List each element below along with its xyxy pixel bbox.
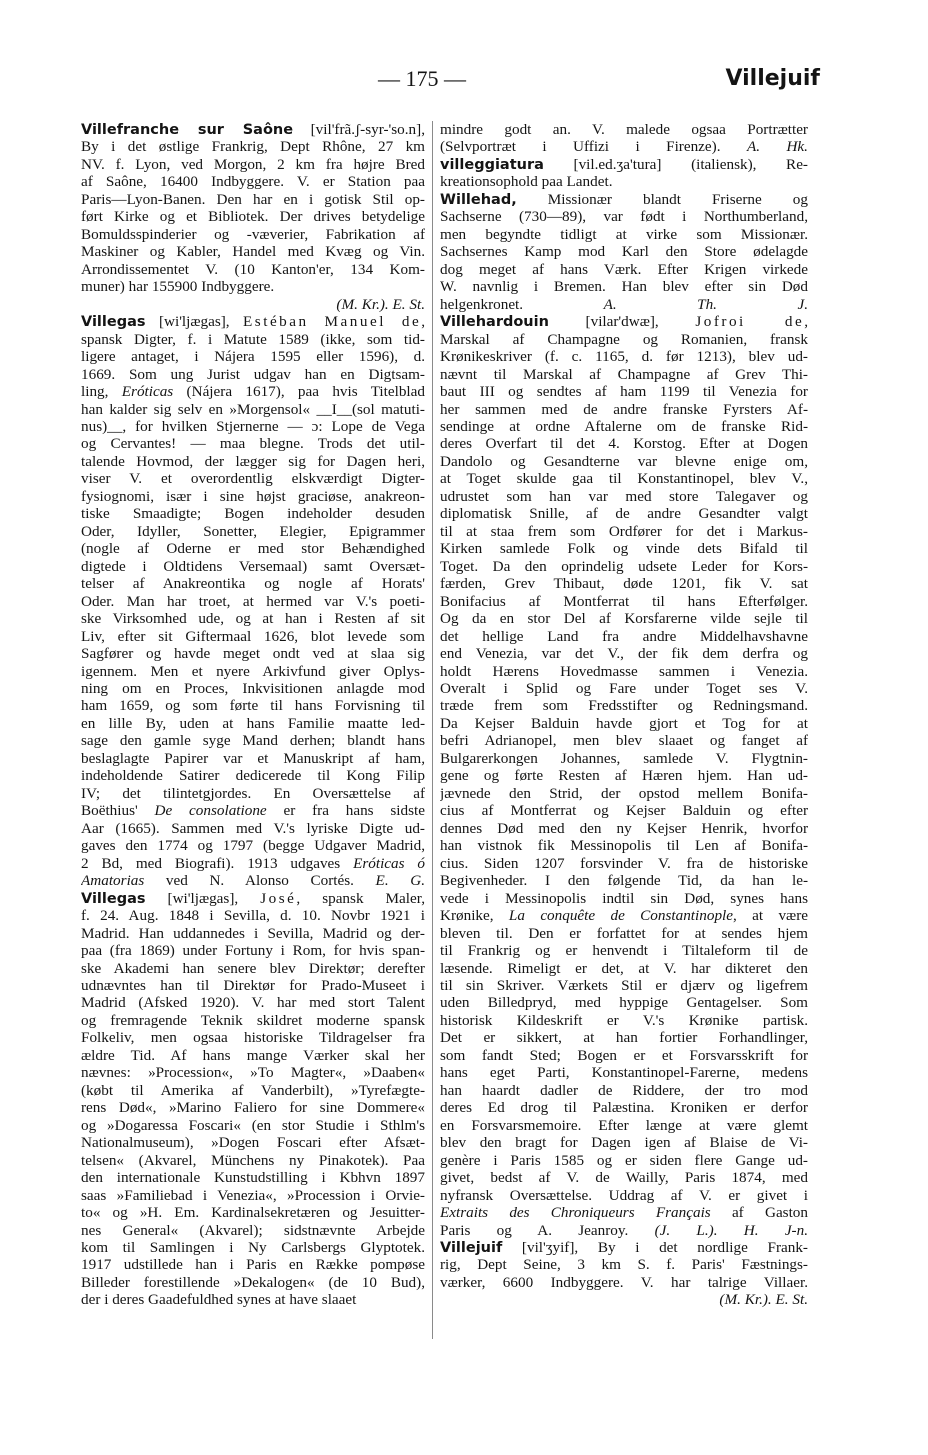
text-line: By i det østlige Frankrig, Dept Rhône, 27 km bbox=[81, 138, 425, 156]
text-line: end Venezia, var det V., der fik dem derfra og bbox=[440, 645, 808, 663]
entry-headword: villeggiatura bbox=[440, 156, 544, 173]
text-line: til sin Skriver. Værkets Stil er djærv og ligefrem bbox=[440, 976, 808, 994]
column-divider bbox=[432, 121, 433, 1339]
italic-text: (J. L.). H. J-n. bbox=[654, 1221, 808, 1239]
text-line: Sagfører og havde meget ondt ved at slaa sig bbox=[81, 645, 425, 663]
text-line: telsen« (Akvarel, Münchens ny Pinakotek). Paa bbox=[81, 1151, 425, 1169]
entry-headword: Villehardouin bbox=[440, 314, 549, 331]
text-line: Toget. Da den oprindelig udsete Leder for Kors- bbox=[440, 557, 808, 575]
entry-headword: Villegas bbox=[81, 314, 146, 331]
text-line: det hellige Land fra andre Middelhavshavne bbox=[440, 627, 808, 645]
text-line: den internationale Kunstudstilling i Kbhvn 1897 bbox=[81, 1169, 425, 1187]
text-line: Da Kejser Balduin havde gjort et Tog for at bbox=[440, 714, 808, 732]
text-line: telser af Anakreontika og nogle af Horats' bbox=[81, 575, 425, 593]
page-header bbox=[60, 66, 820, 106]
entry-headword: Villejuif bbox=[440, 1240, 503, 1256]
text-line: Sachsernes Kamp mod Karl den Store ødelagde bbox=[440, 243, 808, 261]
text-line: muner) har 155900 Indbyggere. bbox=[81, 278, 275, 296]
text-line: han vistnok fik Messinopolis til Len af Bonifa- bbox=[440, 837, 808, 855]
italic-text: E. G. bbox=[375, 872, 425, 890]
text-line: Bomuldsspinderier og -væverier, Fabrikation af bbox=[81, 225, 425, 243]
text-line: Paris og A. Jeanroy. (J. L.). H. J-n. bbox=[440, 1221, 808, 1239]
italic-text: Eróticas ó bbox=[353, 854, 425, 872]
spaced-name: Estéban Manuel de bbox=[243, 313, 422, 331]
italic-text: Eróticas bbox=[121, 383, 174, 401]
text-line: IV; det tilintetgjordes. En Oversættelse af bbox=[81, 784, 425, 802]
text-line: Bonifacius af Montferrat til hans Efterfølger. bbox=[440, 592, 808, 610]
text-line: blev den bragt for Dagen igen af Blaise de Vi- bbox=[440, 1134, 808, 1152]
right-column bbox=[440, 121, 808, 1309]
text-line: til at staa frem som Ordfører for det i Markus- bbox=[440, 522, 808, 540]
entry-headword: Villefranche sur Saône bbox=[81, 122, 294, 138]
italic-text: (M. Kr.). E. St. bbox=[336, 295, 425, 313]
text-line: færden, Grev Thibaut, døde 1201, fik V. sat bbox=[440, 575, 808, 593]
text-line: men begyndte tidligt at virke som Missionær. bbox=[440, 225, 808, 243]
text-line: Krønike, La conquête de Constantinople, at være bbox=[440, 907, 808, 925]
text-line: indeholdende Satirer dedicerede til Kong Filip bbox=[81, 767, 425, 785]
text-line: Extraits des Chroniqueurs Français af Gaston bbox=[440, 1204, 808, 1222]
text-line: bleven til. Den er forfattet for at sendes hjem bbox=[440, 924, 808, 942]
text-line: træde frem som Fredsstifter og Redningsmand. bbox=[440, 697, 808, 715]
text-line: og Cervantes! — maa blegne. Trods det util- bbox=[81, 435, 425, 453]
text-line: og »Dogaressa Foscari« (en stor Studie i Sthlm's bbox=[81, 1116, 425, 1134]
text-line: gaves den 1774 og 1797 (begge Udgaver Madrid, bbox=[81, 837, 425, 855]
text-line: tiske Smaadigte; Bogen indeholder desuden bbox=[81, 505, 425, 523]
text-line: og fremragende Teknik skildret moderne spansk bbox=[81, 1011, 425, 1029]
text-line: Maskiner og Kabler, Handel med Kvæg og Vin. bbox=[81, 243, 425, 261]
italic-text: A. Th. J. bbox=[603, 295, 808, 313]
text-line: kom til Samlingen i Ny Carlsbergs Glyptotek. bbox=[81, 1239, 425, 1256]
text-line: han kalder sig selv en »Morgensol« __I__(sol matuti- bbox=[81, 400, 425, 418]
text-line: nus)__, for hvilken Stjernerne — ɔ: Lope de Vega bbox=[81, 417, 425, 435]
text-line: befri Adrianopel, men blev slaaet og fanget af bbox=[440, 732, 808, 750]
text-line: 1917 udstillede han i Paris en Række pompøse bbox=[81, 1256, 425, 1274]
text-line: givet, bedst af V. de Wailly, Paris 1874, med bbox=[440, 1169, 808, 1187]
text-line: Krønikeskriver (f. c. 1165, d. før 1213), blev ud- bbox=[440, 348, 808, 366]
page-number: — 175 — bbox=[378, 66, 466, 91]
text-line: Villefranche sur Saône [vil'frã.ʃ-syr-'so.n], bbox=[81, 121, 425, 138]
text-line: talende Hovmod, der lægger sig for Dagen heri, bbox=[81, 452, 425, 470]
text-line: baut III og sendtes af ham 1199 til Venezia for bbox=[440, 383, 808, 401]
text-line: rens Død«, »Marino Faliero for sine Dommere« bbox=[81, 1099, 425, 1117]
text-line: viser V. et overordentlig elskværdigt Digter- bbox=[81, 470, 425, 488]
text-line: kreationsophold paa Landet. bbox=[440, 173, 613, 191]
text-line: Arrondissementet V. (10 Kanton'er, 134 Kom- bbox=[81, 260, 425, 278]
text-line: nævnt til Marskal af Champagne af Grev Thi- bbox=[440, 365, 808, 383]
text-line: NV. f. Lyon, ved Morgon, 2 km fra højre Bred bbox=[81, 155, 425, 173]
text-line: (nogle af Oderne er med stor Behændighed bbox=[81, 540, 425, 558]
text-line: ning om en Proces, Inkvisitionen anlagde mod bbox=[81, 680, 425, 697]
text-line: Oder. Man har troet, at hermed var V.'s poeti- bbox=[81, 592, 425, 610]
text-line: deres Overfart til det 4. Korstog. Efter at Dogen bbox=[440, 435, 808, 453]
text-line: Bulgarerkongen Johannes, samlede V. Flygtnin- bbox=[440, 749, 808, 767]
text-line: der i deres Gaadefuldhed synes at have slaaet bbox=[81, 1291, 357, 1309]
text-line: nes General« (Akvarel); sidstnævnte Arbejde bbox=[81, 1221, 425, 1239]
text-line: sendinge at ordne Aftalerne om de franske Rid- bbox=[440, 417, 808, 435]
text-line: som fandt Sted; Bogen er et Forsvarsskrift for bbox=[440, 1046, 808, 1064]
text-line: digtede i Oldtidens Versemaal) samt Oversæt- bbox=[81, 557, 425, 575]
text-line: Kirken samlede Folk og vinde dets Bifald til bbox=[440, 540, 808, 558]
text-line: Overalt i Splid og Fare under Toget ses V. bbox=[440, 680, 808, 697]
italic-text: (M. Kr.). E. St. bbox=[719, 1291, 808, 1309]
text-line: holdt Hærens Hovedmasse sammen i Venezia. bbox=[440, 662, 808, 680]
text-line: Villejuif [vil'ʒyif], By i det nordlige Frank- bbox=[440, 1239, 808, 1256]
text-line: ligere antaget, i Nájera 1595 eller 1596), d. bbox=[81, 348, 425, 366]
text-line: mindre godt an. V. malede ogsaa Portrætter bbox=[440, 121, 808, 138]
text-line: cius. Siden 1207 forsvinder V. fra de historiske bbox=[440, 854, 808, 872]
text-line: Marskal af Champagne og Romanien, fransk bbox=[440, 330, 808, 348]
italic-text: Amatorias bbox=[81, 872, 145, 890]
text-line: ske Akademi han senere blev Direktør; derefter bbox=[81, 959, 425, 977]
italic-text: Extraits des Chroniqueurs Français bbox=[440, 1204, 711, 1222]
text-line: spansk Digter, f. i Matute 1589 (ikke, som tid- bbox=[81, 330, 425, 348]
text-line: Billeder forestillende »Dekalogen« (de 10 Bud), bbox=[81, 1273, 425, 1291]
text-line: Paris—Lyon-Banen. Den har en i gotisk Stil op- bbox=[81, 190, 425, 208]
text-line: Villegas [wi'ljægas], Estéban Manuel de, bbox=[81, 313, 425, 331]
text-line: diplomatisk Snille, af de andre Gesandter valgt bbox=[440, 505, 808, 523]
text-line bbox=[440, 1291, 808, 1308]
text-line: (købt til Amerika af Vanderbilt), »Tyrefægte- bbox=[81, 1081, 425, 1099]
text-line: 1669. Som ung Jurist udgav han en Digtsam- bbox=[81, 365, 425, 383]
italic-text: La conquête de Constantinople bbox=[508, 907, 733, 925]
text-line: 2 Bd, med Biografi). 1913 udgaves Eróticas ó bbox=[81, 854, 425, 872]
text-line: læsende. Rimeligt er det, at V. har dikteret den bbox=[440, 959, 808, 977]
text-line: (Selvportræt i Uffizi i Firenze). A. Hk. bbox=[440, 138, 808, 156]
text-line: nævnes: »Procession«, »To Magter«, »Daaben« bbox=[81, 1064, 425, 1082]
text-line: Villehardouin [vilar'dwæ], Jofroi de, bbox=[440, 313, 808, 331]
text-line: hans eget Parti, Konstantinopel-Farerne, medens bbox=[440, 1064, 808, 1082]
spaced-name: José bbox=[260, 889, 297, 907]
text-line: Boëthius' De consolatione er fra hans sidste bbox=[81, 802, 425, 820]
text-line: Dandolo og Gesandterne var blevne enige om, bbox=[440, 452, 808, 470]
text-line: ske Virksomhed ude, og at han i Resten af sit bbox=[81, 610, 425, 628]
text-line: igennem. Men et nyere Arkivfund giver Oplys- bbox=[81, 662, 425, 680]
text-line: ført Kirke og et Bibliotek. Der drives betydelige bbox=[81, 208, 425, 226]
text-line: Begivenheder. I den følgende Tid, da han le- bbox=[440, 872, 808, 890]
italic-text: De consolatione bbox=[154, 802, 267, 820]
text-line: ham 1659, og som førte til hans Forvisning til bbox=[81, 697, 425, 715]
text-line: Willehad, Missionær blandt Friserne og bbox=[440, 190, 808, 208]
text-line: fysiognomi, især i sine højst graciøse, anakreon- bbox=[81, 487, 425, 505]
text-line: beslaglagte Papirer var et Manuskript af ham, bbox=[81, 749, 425, 767]
text-line: Liv, efter sit Giftermaal 1626, blot levede som bbox=[81, 627, 425, 645]
text-line: Madrid (Afsked 1920). V. har med stort Talent bbox=[81, 994, 425, 1012]
text-line: to« og »H. Em. Kardinalsekretæren og Jesuitter- bbox=[81, 1204, 425, 1222]
text-line: Amatorias ved N. Alonso Cortés. E. G. bbox=[81, 872, 425, 890]
text-line: deres Ed drog til Palæstina. Kroniken er derfor bbox=[440, 1099, 808, 1117]
text-line: at Toget skulde gaa til Konstantinopel, blev V., bbox=[440, 470, 808, 488]
text-line: Det er sikkert, at han fortier Forhandlinger, bbox=[440, 1029, 808, 1047]
text-line: en Forsvarsmemoire. Efter længe at være glemt bbox=[440, 1116, 808, 1134]
text-line: gene og førte Resten af Hæren hjem. Han ud- bbox=[440, 767, 808, 785]
text-line: ældre Tid. Af hans mange Værker skal her bbox=[81, 1046, 425, 1064]
text-line: vede i Messinopolis indtil sin Død, synes hans bbox=[440, 889, 808, 907]
text-line: helgenkronet. A. Th. J. bbox=[440, 295, 808, 313]
text-line: genère i Paris 1585 og er siden flere Gange ud- bbox=[440, 1151, 808, 1169]
text-line: cius af Montferrat og Kejser Balduin og efter bbox=[440, 802, 808, 820]
text-line: udnævntes han til Direktør for Prado-Museet i bbox=[81, 976, 425, 994]
text-line: Sachserne (730—89), var født i Northumberland, bbox=[440, 208, 808, 226]
text-line: uden Billedpryd, med hyppige Gentagelser. Som bbox=[440, 994, 808, 1012]
text-line: til Frankrig og er henvendt i Tiltaleform til de bbox=[440, 942, 808, 960]
text-line: en lille By, uden at hans Familie maatte led- bbox=[81, 714, 425, 732]
text-line: Madrid. Han uddannedes i Sevilla, Madrid og der- bbox=[81, 924, 425, 942]
italic-text: A. Hk. bbox=[746, 138, 808, 156]
text-line: dog meget af hans Værk. Efter Krigen virkede bbox=[440, 260, 808, 278]
entry-headword: Willehad, bbox=[440, 191, 517, 208]
text-line: Oder, Idyller, Sonetter, Elegier, Epigrammer bbox=[81, 522, 425, 540]
text-line: W. navnlig i Bremen. Han blev efter sin Død bbox=[440, 278, 808, 296]
text-line: Aar (1665). Sammen med V.'s lyriske Digte ud- bbox=[81, 819, 425, 837]
text-line: ling, Eróticas (Nájera 1617), paa hvis Titelblad bbox=[81, 383, 425, 401]
text-line: rig, Dept Seine, 3 km S. f. Paris' Fæstnings- bbox=[440, 1256, 808, 1274]
text-line: saas »Familiebad i Venezia«, »Procession i Orvie- bbox=[81, 1186, 425, 1204]
text-line: jævnede den Strid, der opstod mellem Bonifa- bbox=[440, 784, 808, 802]
text-line: nyfransk Oversættelse. Uddrag af V. er givet i bbox=[440, 1186, 808, 1204]
text-line: Villegas [wi'ljægas], José, spansk Maler, bbox=[81, 889, 425, 907]
text-line: historisk Kildeskrift er V.'s Krønike partisk. bbox=[440, 1011, 808, 1029]
running-head: Villejuif bbox=[725, 66, 820, 91]
left-column bbox=[81, 121, 425, 1309]
text-line: Folkeliv, men ogsaa historiske Tildragelser fra bbox=[81, 1029, 425, 1047]
text-line: paa (fra 1869) under Fortuny i Rom, for hvis span- bbox=[81, 942, 425, 960]
entry-headword: Villegas bbox=[81, 890, 146, 907]
text-line: udrustet som han var med store Talegaver og bbox=[440, 487, 808, 505]
text-line: sage den gamle syge Mand derhen; blandt hans bbox=[81, 732, 425, 750]
text-line: her sammen med de andre franske Fyrsters Af- bbox=[440, 400, 808, 418]
text-line: f. 24. Aug. 1848 i Sevilla, d. 10. Novbr 1921 i bbox=[81, 907, 425, 925]
text-line: Og da en stor Del af Korsfarerne vilde sejle til bbox=[440, 610, 808, 628]
text-line: værker, 6600 Indbyggere. V. har talrige Villaer. bbox=[440, 1273, 808, 1291]
text-line: dennes Død med den ny Kejser Henrik, hvorfor bbox=[440, 819, 808, 837]
text-line: af Saône, 16400 Indbyggere. V. er Station paa bbox=[81, 173, 425, 191]
text-line bbox=[81, 296, 425, 313]
text-line: han haardt dadler de Riddere, der tro mod bbox=[440, 1081, 808, 1099]
text-line: villeggiatura [vil.ed.ʒa'tura] (italiensk), Re- bbox=[440, 155, 808, 173]
text-line: Nationalmuseum), »Dogen Foscari efter Afsæt- bbox=[81, 1134, 425, 1152]
spaced-name: Jofroi de bbox=[695, 313, 805, 331]
